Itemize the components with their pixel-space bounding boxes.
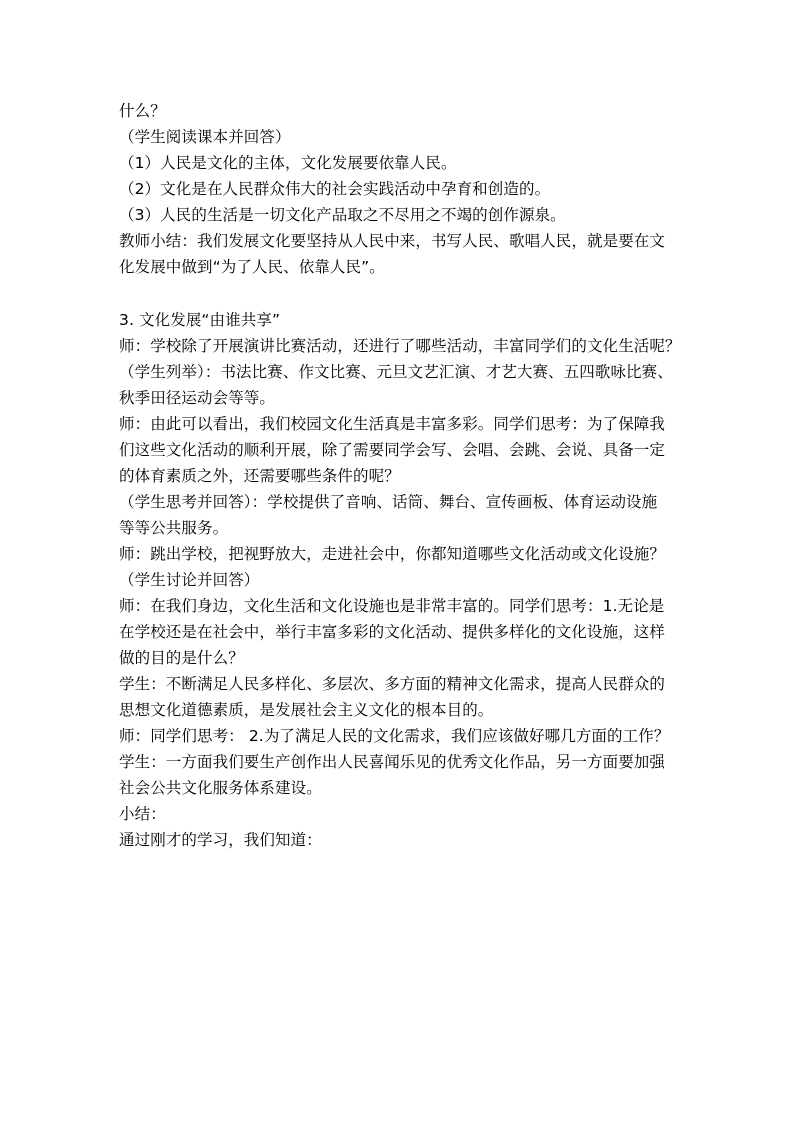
text-line: 学生：一方面我们要生产创作出人民喜闻乐见的优秀文化作品，另一方面要加强 (119, 753, 666, 771)
text-line: 师：同学们思考： 2.为了满足人民的文化需求，我们应该做好哪几方面的工作？ (119, 727, 670, 745)
text-line: 秋季田径运动会等等。 (119, 389, 276, 407)
text-line: 等等公共服务。 (119, 519, 229, 537)
text-line: （学生思考并回答）：学校提供了音响、话筒、舞台、宣传画板、体育运动设施 (119, 493, 658, 511)
text-line: （2）文化是在人民群众伟大的社会实践活动中孕育和创造的。 (119, 180, 551, 198)
blank-line (119, 280, 679, 307)
text-line: 们这些文化活动的顺利开展，除了需要同学会写、会唱、会跳、会说、具备一定 (119, 441, 666, 459)
section-heading: 3. 文化发展“由谁共享” (119, 311, 281, 329)
text-line: 学生：不断满足人民多样化、多层次、多方面的精神文化需求，提高人民群众的 (119, 675, 666, 693)
text-line: 通过刚才的学习，我们知道： (119, 831, 322, 849)
text-line: 的体育素质之外，还需要哪些条件的呢？ (119, 467, 400, 485)
document-body (119, 98, 679, 853)
text-line: （学生列举）：书法比赛、作文比赛、元旦文艺汇演、才艺大赛、五四歌咏比赛、 (119, 363, 673, 381)
text-line: 师：学校除了开展演讲比赛活动，还进行了哪些活动，丰富同学们的文化生活呢？ (119, 337, 681, 355)
text-line: 在学校还是在社会中，举行丰富多彩的文化活动、提供多样化的文化设施，这样 (119, 623, 666, 641)
text-line: 小结： (119, 805, 166, 823)
text-line: 师：跳出学校，把视野放大，走进社会中，你都知道哪些文化活动或文化设施？ (119, 545, 666, 563)
text-line: 什么？ (119, 102, 166, 120)
text-line: （3）人民的生活是一切文化产品取之不尽用之不竭的创作源泉。 (119, 206, 566, 224)
text-line: （1）人民是文化的主体，文化发展要依靠人民。 (119, 154, 457, 172)
text-line: 做的目的是什么？ (119, 649, 244, 667)
text-line: 化发展中做到“为了人民、依靠人民”。 (119, 258, 385, 276)
text-line: 教师小结：我们发展文化要坚持从人民中来，书写人民、歌唱人民，就是要在文 (119, 232, 666, 250)
text-line: 师：由此可以看出，我们校园文化生活真是丰富多彩。同学们思考：为了保障我 (119, 415, 666, 433)
text-line: （学生阅读课本并回答） (119, 128, 291, 146)
text-line: 思想文化道德素质，是发展社会主义文化的根本目的。 (119, 701, 494, 719)
text-line: 师：在我们身边，文化生活和文化设施也是非常丰富的。同学们思考：1.无论是 (119, 597, 665, 615)
text-line: （学生讨论并回答） (119, 571, 260, 589)
text-line: 社会公共文化服务体系建设。 (119, 779, 322, 797)
